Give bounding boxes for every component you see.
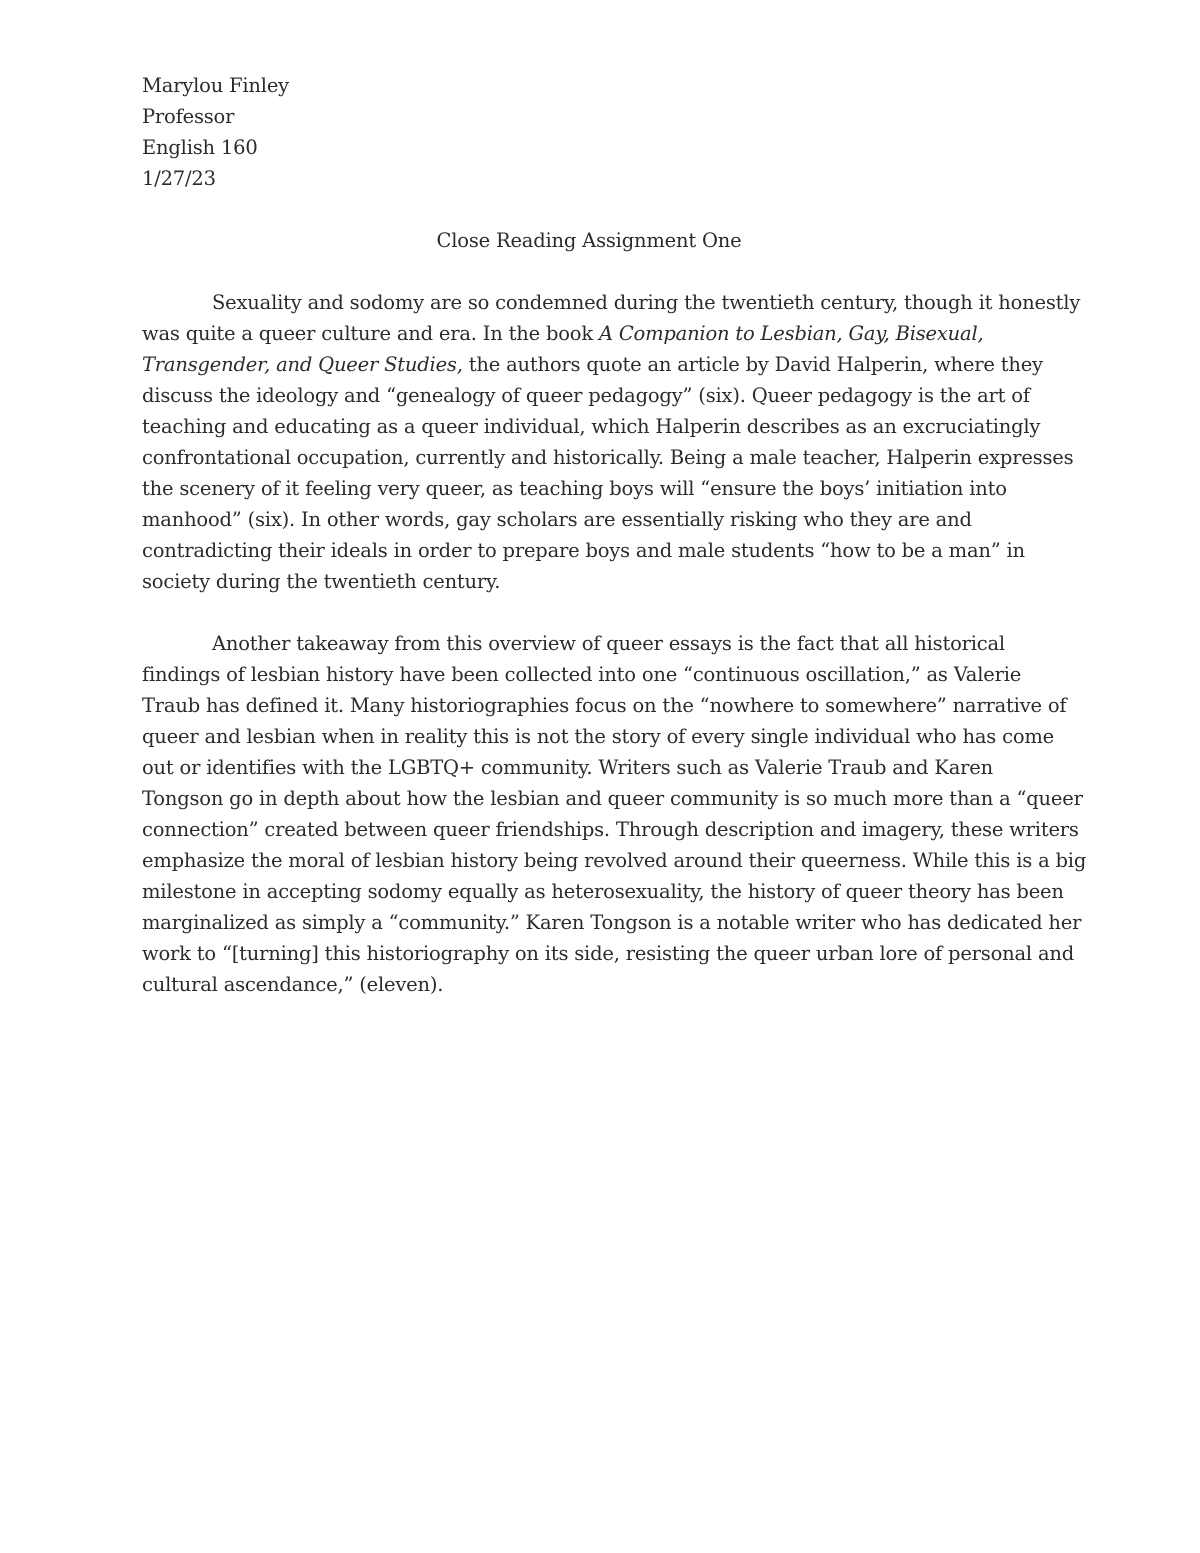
paragraph-1-line: contradicting their ideals in order to prepare boys and male students “how to be a man” in (142, 539, 1025, 562)
paragraph-1-line: Sexuality and sodomy are so condemned during the twentieth century, though it honestly (212, 291, 1081, 314)
paragraph-2-line: emphasize the moral of lesbian history being revolved around their queerness. While this is a big (142, 849, 1087, 872)
paragraph-1-line: confrontational occupation, currently and historically. Being a male teacher, Halperin expresses (142, 446, 1074, 469)
paragraph-1-line: teaching and educating as a queer individual, which Halperin describes as an excruciatingly (142, 415, 1041, 438)
paragraph-1 (142, 287, 1081, 597)
professor-line: Professor (142, 105, 235, 128)
paragraph-2-line: marginalized as simply a “community.” Karen Tongson is a notable writer who has dedicated her (142, 911, 1082, 934)
paragraph-2-line: findings of lesbian history have been collected into one “continuous oscillation,” as Valerie (142, 663, 1022, 686)
book-title-part-1: A Companion to Lesbian, Gay, Bisexual, (598, 322, 984, 345)
course-line: English 160 (142, 136, 258, 159)
paragraph-2-line: out or identifies with the LGBTQ+ community. Writers such as Valerie Traub and Karen (142, 756, 993, 779)
document-title: Close Reading Assignment One (436, 229, 742, 252)
paragraph-1-line: society during the twentieth century. (142, 570, 501, 593)
paragraph-2 (142, 628, 1087, 1000)
paragraph-2-line: queer and lesbian when in reality this is not the story of every single individual who has come (142, 725, 1055, 748)
paragraph-2-line: Another takeaway from this overview of queer essays is the fact that all historical (212, 632, 1005, 655)
paragraph-1-line (142, 318, 1062, 349)
paragraph-2-line: work to “[turning] this historiography on its side, resisting the queer urban lore of personal and (142, 942, 1075, 965)
author-name: Marylou Finley (142, 74, 289, 97)
book-title-part-2: Transgender, and Queer Studies, (142, 353, 463, 376)
paragraph-2-line: connection” created between queer friendships. Through description and imagery, these writers (142, 818, 1079, 841)
date-line: 1/27/23 (142, 167, 216, 190)
paragraph-2-line: milestone in accepting sodomy equally as heterosexuality, the history of queer theory has been (142, 880, 1064, 903)
paragraph-1-line: the scenery of it feeling very queer, as teaching boys will “ensure the boys’ initiation into (142, 477, 1007, 500)
paragraph-1-line: discuss the ideology and “genealogy of queer pedagogy” (six). Queer pedagogy is the art of (142, 384, 1030, 407)
paragraph-1-line (142, 349, 1062, 380)
paragraph-2-line: cultural ascendance,” (eleven). (142, 973, 444, 996)
paragraph-1-line: manhood” (six). In other words, gay scholars are essentially risking who they are and (142, 508, 972, 531)
paragraph-2-line: Traub has defined it. Many historiographies focus on the “nowhere to somewhere” narrative of (142, 694, 1067, 717)
paragraph-2-line: Tongson go in depth about how the lesbian and queer community is so much more than a “queer (142, 787, 1083, 810)
paragraph-1-text: was quite a queer culture and era. In the book (142, 322, 599, 345)
paragraph-1-text: the authors quote an article by David Halperin, where they (462, 353, 1043, 376)
document-body (142, 70, 1087, 1000)
